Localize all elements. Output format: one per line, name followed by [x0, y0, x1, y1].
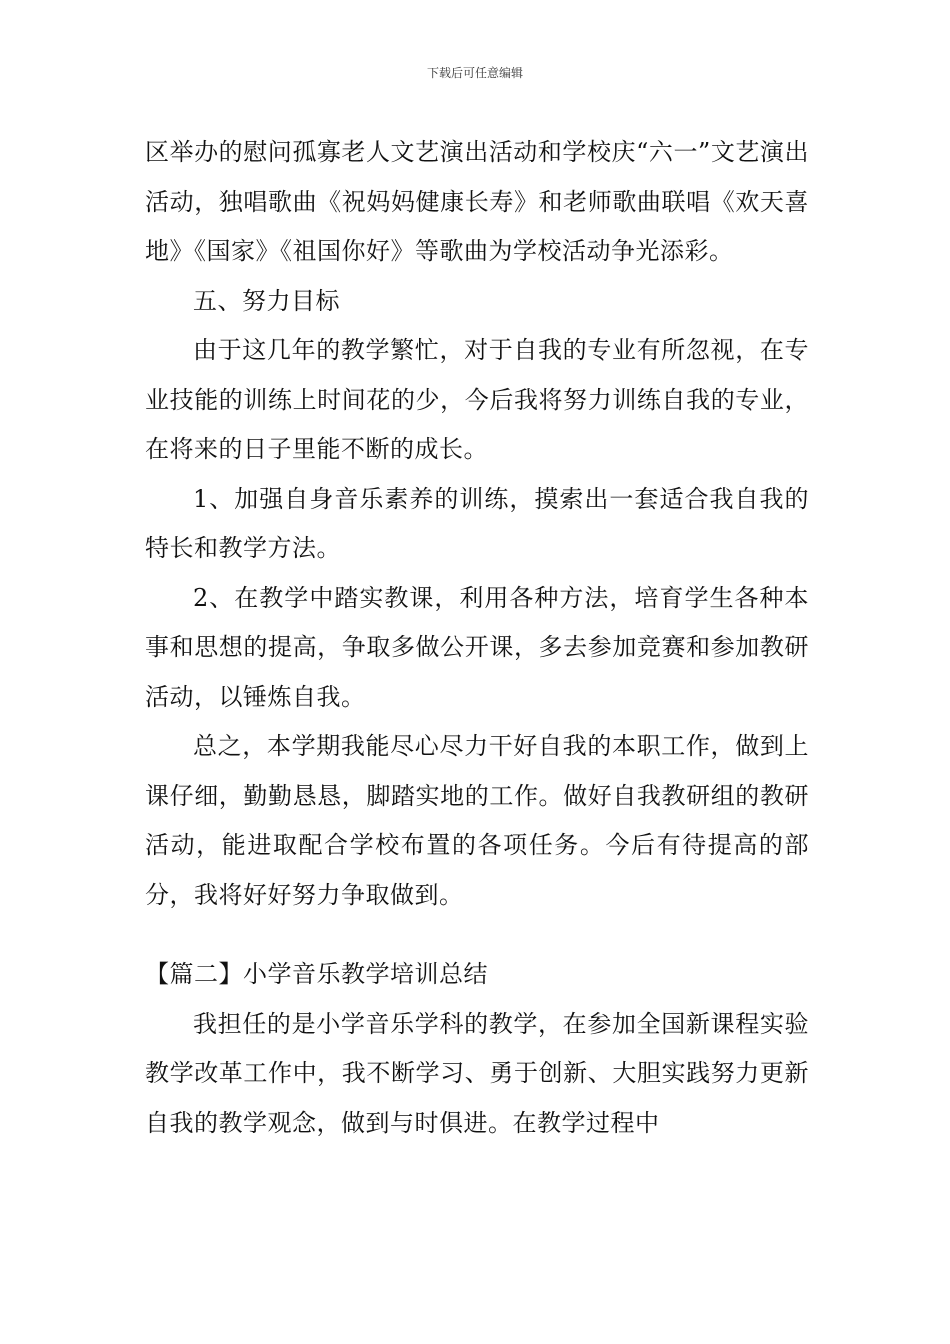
list-item-1: 1、加强自身音乐素养的训练，摸索出一套适合我自我的特长和教学方法。 — [145, 484, 809, 562]
list-item-2: 2、在教学中踏实教课，利用各种方法，培育学生各种本事和思想的提高，争取多做公开课，多去参加竞赛和参加教研活动，以锤炼自我。 — [145, 583, 809, 711]
section-title: 【篇二】小学音乐教学培训总结 — [145, 960, 488, 988]
heading-goals: 五、努力目标 — [193, 286, 340, 315]
paragraph-continued: 区举办的慰问孤寡老人文艺演出活动和学校庆“六一”文艺演出活动，独唱歌曲《祝妈妈健康长寿》和老师歌曲联唱《欢天喜地》《国家》《祖国你好》等歌曲为学校活动争光添彩。 — [145, 138, 809, 265]
document-body — [145, 128, 809, 1148]
page-header-note: 下载后可任意编辑 — [426, 66, 523, 80]
paragraph-summary: 总之，本学期我能尽心尽力干好自我的本职工作，做到上课仔细，勤勤恳恳，脚踏实地的工作。做好自我教研组的教研活动，能进取配合学校布置的各项任务。今后有待提高的部分，我将好好努力争取做到。 — [145, 732, 809, 909]
paragraph-goals-intro: 由于这几年的教学繁忙，对于自我的专业有所忽视，在专业技能的训练上时间花的少，今后我将努力训练自我的专业，在将来的日子里能不断的成长。 — [145, 336, 809, 463]
paragraph-section-two-intro: 我担任的是小学音乐学科的教学，在参加全国新课程实验教学改革工作中，我不断学习、勇于创新、大胆实践努力更新自我的教学观念，做到与时俱进。在教学过程中 — [145, 1009, 809, 1137]
